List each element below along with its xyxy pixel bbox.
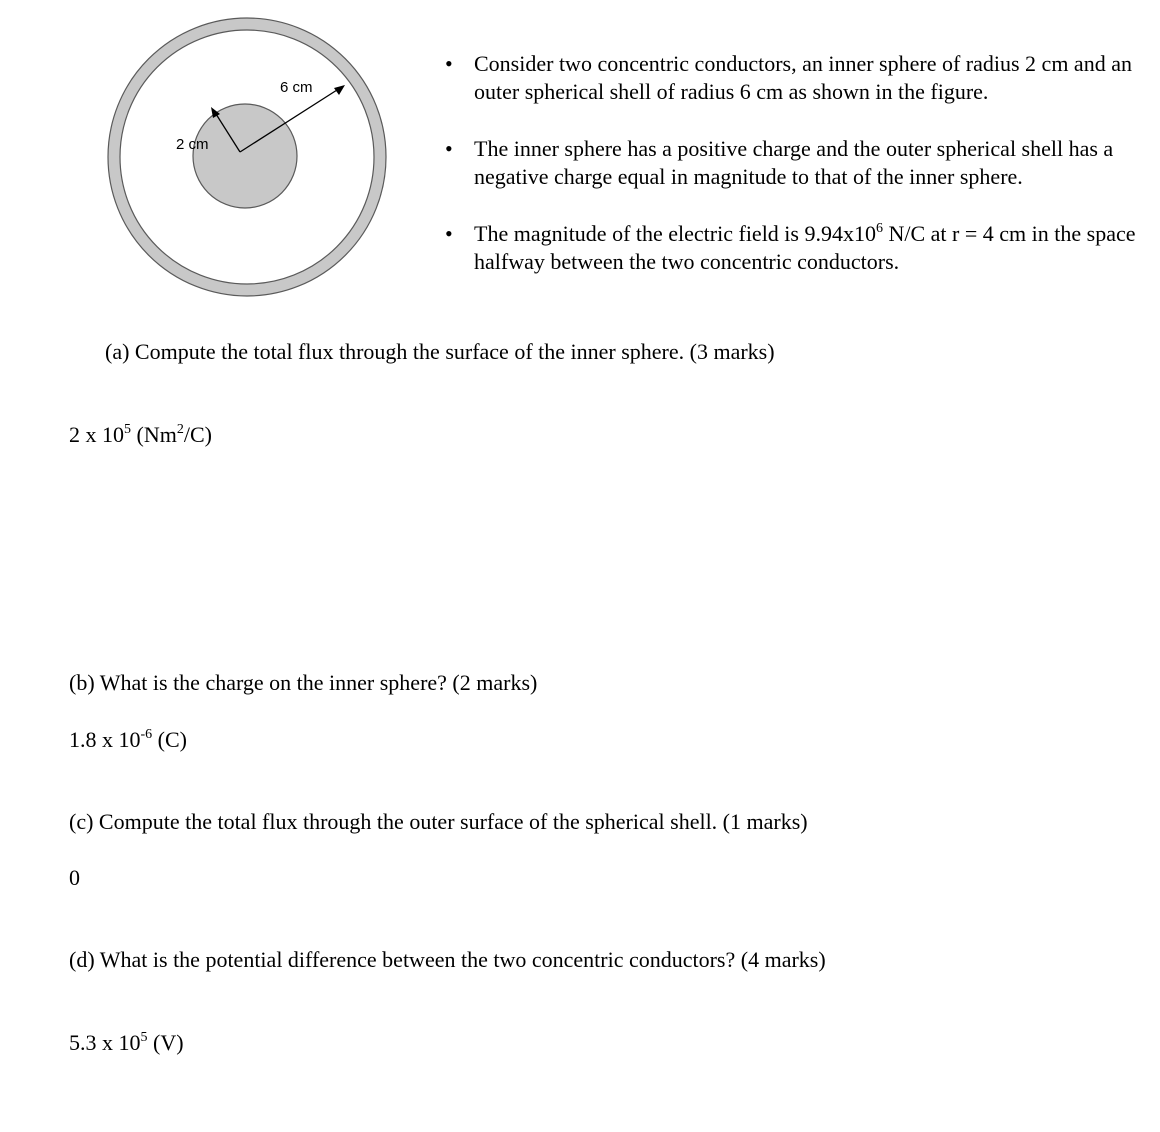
answer-b	[69, 726, 187, 754]
bullet-text-exponent: 6	[875, 221, 883, 236]
bullet-concentric-conductors	[445, 50, 1145, 106]
outer-radius-arrowhead	[334, 85, 345, 95]
answer-a-unit-exponent: 2	[176, 422, 184, 437]
answer-c: 0	[69, 865, 80, 890]
outer-radius-label: 6 cm	[280, 79, 313, 96]
answer-b-unit: (C)	[152, 727, 187, 752]
question-c: (c) Compute the total flux through the outer surface of the spherical shell. (1 marks)	[69, 809, 808, 834]
bullet-charges	[445, 135, 1145, 191]
answer-a-unit-end: /C)	[183, 422, 212, 447]
bullet-text: The inner sphere has a positive charge and the outer spherical shell has a negative charge equal in magnitude to that of the inner sphere.	[474, 136, 1114, 189]
answer-d	[69, 1029, 184, 1057]
bullet-electric-field	[445, 220, 1145, 276]
answer-a-unit: (Nm	[131, 422, 177, 447]
bullet-dot-icon: •	[445, 51, 453, 76]
figure-svg	[95, 12, 400, 302]
answer-b-base: 1.8 x 10	[69, 727, 141, 752]
question-d: (d) What is the potential difference between the two concentric conductors? (4 marks)	[69, 947, 826, 972]
bullet-text: Consider two concentric conductors, an inner sphere of radius 2 cm and an outer spherical shell of radius 6 cm as shown in the figure.	[474, 51, 1132, 104]
answer-a	[69, 421, 212, 449]
answer-b-exponent: -6	[140, 727, 153, 742]
answer-a-exponent: 5	[124, 422, 131, 437]
bullet-dot-icon: •	[445, 221, 453, 246]
inner-sphere	[193, 104, 297, 208]
bullet-text-pre: The magnitude of the electric field is 9.94x10	[474, 221, 876, 246]
answer-d-exponent: 5	[140, 1030, 148, 1045]
answer-d-unit: (V)	[147, 1030, 184, 1055]
bullet-dot-icon: •	[445, 136, 453, 161]
problem-statement	[445, 50, 1145, 305]
question-a: (a) Compute the total flux through the surface of the inner sphere. (3 marks)	[105, 339, 775, 364]
answer-d-base: 5.3 x 10	[69, 1030, 141, 1055]
inner-radius-label: 2 cm	[176, 136, 209, 153]
bullet-text-post: N/C at r = 4 cm in the space halfway between the two concentric conductors.	[474, 221, 1136, 274]
question-b: (b) What is the charge on the inner sphere? (2 marks)	[69, 670, 538, 695]
answer-a-base: 2 x 10	[69, 422, 124, 447]
concentric-conductors-figure	[95, 12, 400, 302]
